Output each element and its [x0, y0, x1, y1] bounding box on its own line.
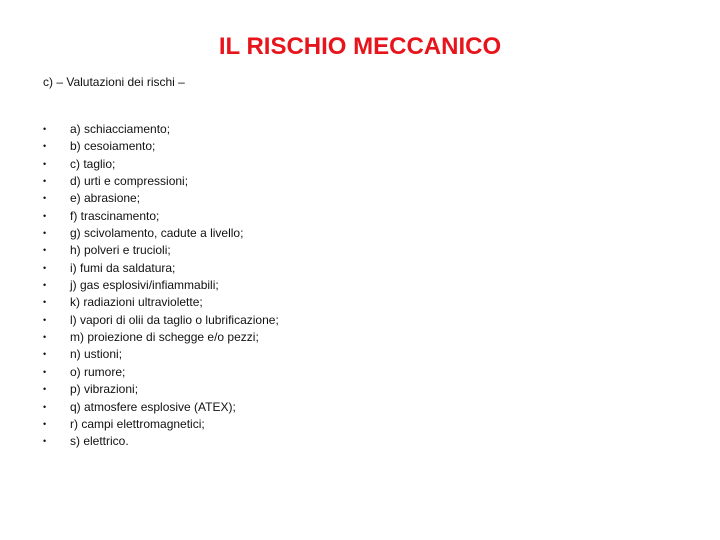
list-item-text: c) taglio; [70, 156, 116, 171]
list-item-text: p) vibrazioni; [70, 382, 139, 397]
list-item-text: k) radiazioni ultraviolette; [70, 295, 203, 310]
bullet-icon: • [43, 297, 47, 308]
bullet-icon: • [43, 245, 47, 256]
bullet-icon: • [43, 436, 47, 447]
bullet-icon: • [43, 124, 47, 134]
list-item-text: r) campi elettromagnetici; [70, 416, 205, 431]
bullet-icon: • [43, 418, 47, 429]
list-item-text: h) polveri e trucioli; [70, 243, 171, 258]
bullet-icon: • [43, 366, 47, 377]
bullet-icon: • [43, 176, 47, 187]
slide-title: IL RISCHIO MECCANICO [218, 33, 502, 60]
list-item-text: i) fumi da saldatura; [70, 260, 176, 275]
bullet-icon: • [43, 158, 47, 169]
slide-subtitle: c) – Valutazioni dei rischi – [43, 75, 185, 89]
list-item-text: s) elettrico. [70, 434, 129, 449]
list-item-text: m) proiezione di schegge e/o pezzi; [70, 330, 259, 345]
list-item-text: g) scivolamento, cadute a livello; [70, 226, 244, 241]
list-item-text: a) schiacciamento; [70, 122, 171, 136]
bullet-icon: • [43, 401, 47, 412]
bullet-icon: • [43, 384, 47, 395]
list-item-text: q) atmosfere esplosive (ATEX); [70, 399, 236, 414]
bullet-icon: • [43, 228, 47, 239]
list-item-text: d) urti e compressioni; [70, 174, 189, 189]
list-item-text: j) gas esplosivi/infiammabili; [70, 278, 219, 293]
list-item-text: l) vapori di olii da taglio o lubrificazione; [70, 312, 279, 327]
bullet-icon: • [43, 314, 47, 325]
bullet-icon: • [43, 210, 47, 221]
bullet-icon: • [43, 193, 47, 204]
list-item-text: o) rumore; [70, 364, 126, 379]
list-item-text: b) cesoiamento; [70, 139, 156, 154]
list-item-text: f) trascinamento; [70, 208, 160, 223]
bullet-icon: • [43, 141, 47, 152]
bullet-icon: • [43, 349, 47, 360]
bullet-icon: • [43, 332, 47, 343]
list-item-text: n) ustioni; [70, 347, 123, 362]
list-item-text: e) abrasione; [70, 191, 141, 206]
bullet-icon: • [43, 280, 47, 291]
bullet-icon: • [43, 262, 47, 273]
